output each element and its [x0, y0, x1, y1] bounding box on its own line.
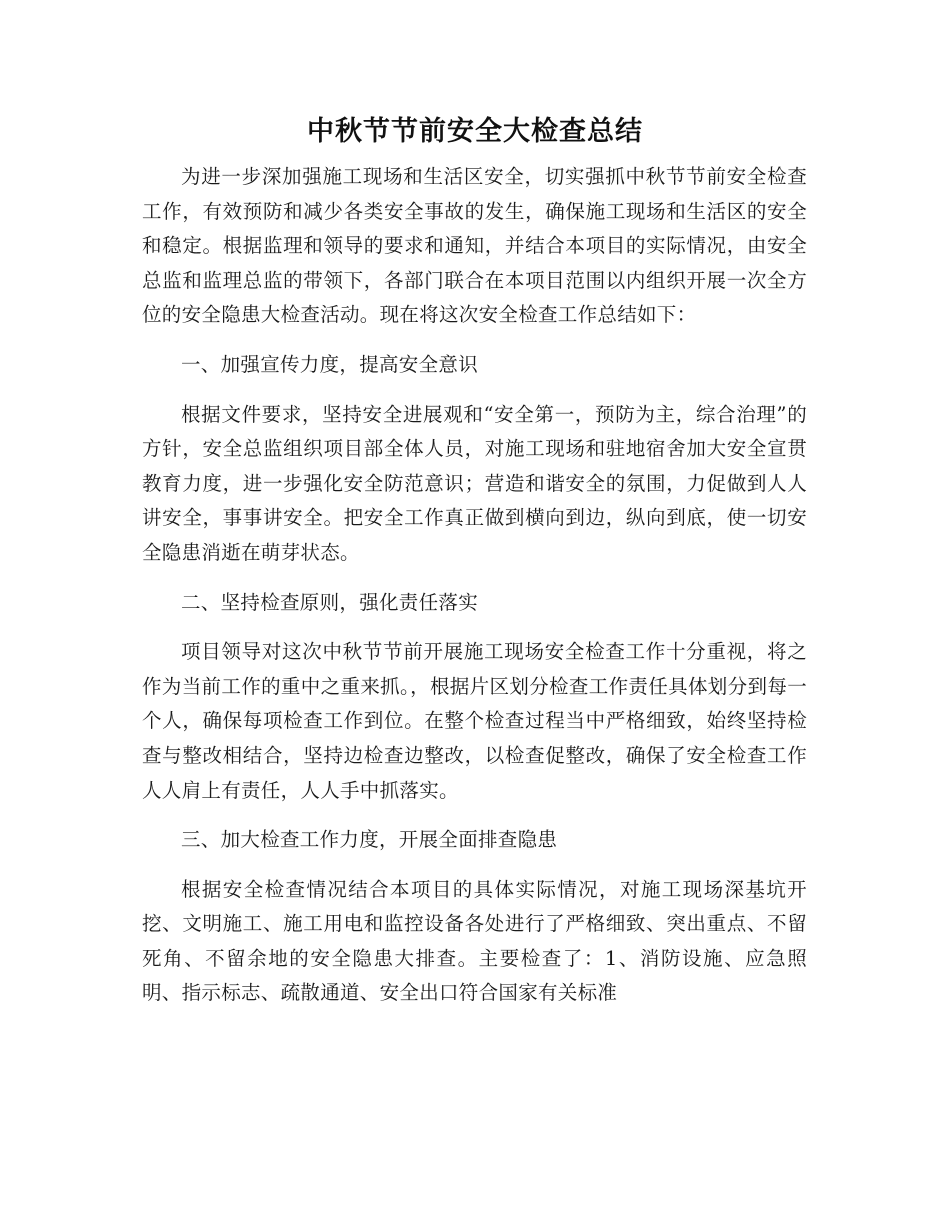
section-heading-3: 三、加大检查工作力度，开展全面排查隐患 — [181, 828, 558, 852]
document-title: 中秋节节前安全大检查总结 — [307, 116, 643, 147]
section-heading-1: 一、加强宣传力度，提高安全意识 — [181, 352, 479, 376]
section-paragraph-3: 根据安全检查情况结合本项目的具体实际情况，对施工现场深基坑开挖、文明施工、施工用电和监控设备各处进行了严格细致、突出重点、不留死角、不留余地的安全隐患大排查。主要检查了：1、消防设施、应急照明、指示标志、疏散通道、安全出口符合国家有关标准 — [142, 877, 807, 1005]
section-paragraph-2: 项目领导对这次中秋节节前开展施工现场安全检查工作十分重视，将之作为当前工作的重中之重来抓。，根据片区划分检查工作责任具体划分到每一个人，确保每项检查工作到位。在整个检查过程当中严格细致，始终坚持检查与整改相结合，坚持边检查边整改，以检查促整改，确保了安全检查工作人人肩上有责任，人人手中抓落实。 — [142, 640, 807, 802]
section-paragraph-1: 根据文件要求，坚持安全进展观和“安全第一，预防为主，综合治理”的方针，安全总监组织项目部全体人员，对施工现场和驻地宿舍加大安全宣贯教育力度，进一步强化安全防范意识；营造和谐安全的氛围，力促做到人人讲安全，事事讲安全。把安全工作真正做到横向到边，纵向到底，使一切安全隐患消逝在萌芽状态。 — [142, 402, 807, 564]
intro-paragraph: 为进一步深加强施工现场和生活区安全，切实强抓中秋节节前安全检查工作，有效预防和减少各类安全事故的发生，确保施工现场和生活区的安全和稳定。根据监理和领导的要求和通知，并结合本项目的实际情况，由安全总监和监理总监的带领下，各部门联合在本项目范围以内组织开展一次全方位的安全隐患大检查活动。现在将这次安全检查工作总结如下： — [142, 165, 807, 327]
section-heading-2: 二、坚持检查原则，强化责任落实 — [181, 590, 479, 614]
document-body — [142, 160, 807, 1011]
